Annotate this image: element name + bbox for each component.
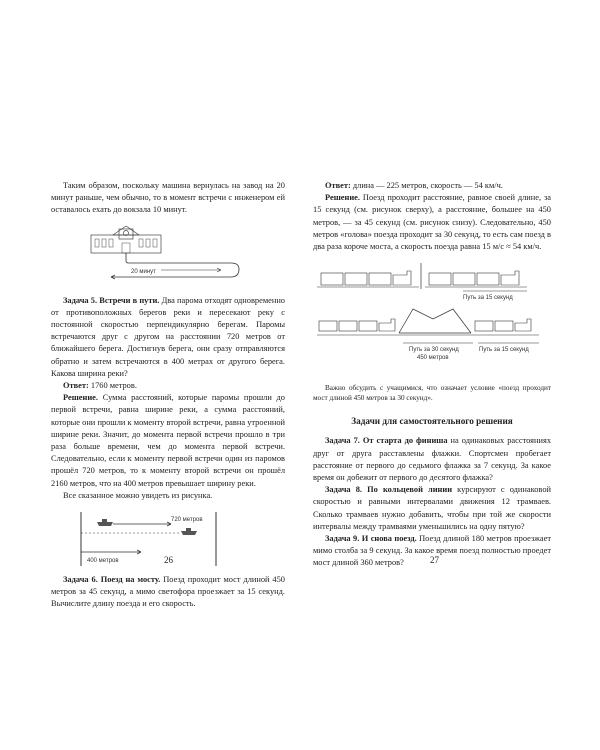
ferry-bottom-icon <box>181 528 197 535</box>
task9-title: Задача 9. И снова поезд. <box>325 534 417 544</box>
fig-label-3: 450 метров <box>417 355 449 362</box>
task6-solution <box>313 192 551 253</box>
task5-answer-label: Ответ: <box>63 381 89 391</box>
task7-paragraph <box>313 435 551 484</box>
station-building-icon <box>91 226 161 253</box>
task8-title: Задача 8. По кольцевой линии <box>325 485 453 495</box>
train-bottom-1-icon <box>319 319 395 331</box>
right-page-number: 27 <box>430 555 439 565</box>
section-title: Задачи для самостоятельного решения <box>351 416 513 427</box>
task5-see: Все сказанное можно увидеть из рисунка. <box>63 490 213 500</box>
left-page <box>51 180 285 611</box>
fig-trains <box>313 259 551 379</box>
task6-paragraph <box>51 574 285 611</box>
task8-paragraph <box>313 484 551 533</box>
fig-label-4: Путь за 15 секунд <box>479 347 529 354</box>
task5-solution <box>51 392 285 490</box>
ferry-top-icon <box>97 519 113 526</box>
task6-answer-label: Ответ: <box>325 181 351 190</box>
task5-title: Задача 5. Встречи в пути. <box>63 295 160 305</box>
fig-label-1: Путь за 15 секунд <box>463 295 513 302</box>
train-bottom-2-icon <box>475 319 531 331</box>
fig-car-station <box>51 221 285 287</box>
fig1-label: 20 минут <box>131 268 156 275</box>
train-top-1-icon <box>317 271 419 287</box>
note-paragraph: Важно обсудить с учащимися, что означает условие «поезд проходит мост длиной 450 метров за 30 секунд». <box>313 384 551 403</box>
intro-paragraph: Таким образом, поскольку машина вернулась на завод на 20 минут раньше, чем обычно, то в момент встречи с инженером ей оставалось ехать до вокзала 10 минут. <box>51 181 285 215</box>
task6-solution-text: Поезд проходит расстояние, равное своей длине, за 15 секунд (см. рисунок сверху), а расстояние, большее на 450 метров, — за 45 секунд (см. рисунок снизу). Следовательно, 450 метров «голова» поезда проходит за 30 секунд, то есть сам поезд в два раза короче моста, а скорость поезда равна 15 м/с ≈ 54 км/ч. <box>313 193 551 252</box>
right-page <box>313 180 551 570</box>
fig-label-2: Путь за 30 секунд <box>409 347 459 354</box>
task5-solution-label: Решение. <box>63 393 98 403</box>
task9-text: Поезд длиной 180 метров проезжает мимо столба за 9 секунд. За какое время поезд полностью проедет мост длиной 360 метров? <box>313 534 551 568</box>
task5-answer-value: 1760 метров. <box>90 381 137 391</box>
task8-text: курсируют с одинаковой скоростью и равными интервалами движения 12 трамваев. Сколько трамваев нужно добавить, чтобы при той же скорости интервалы между трамваями уменьшились на одну пятую? <box>313 485 551 531</box>
task7-title: Задача 7. От старта до финиша <box>325 436 448 446</box>
task6-solution-label: Решение. <box>325 193 360 203</box>
task5-text: Два парома отходят одновременно от противоположных берегов реки и пересекают реку с постоянной скоростью перпендикулярно берегам. Паромы встречаются друг с другом на расстоянии 720 метров от ближайшего берега. Достигнув берега, они сразу отправляются обратно и затем встречаются в 400 метрах от другого берега. Какова ширина реки? <box>51 295 285 378</box>
train-top-2-icon <box>425 271 527 287</box>
task6-title: Задача 6. Поезд на мосту. <box>63 575 161 585</box>
fig2-label-top: 720 метров <box>171 517 203 524</box>
bridge-icon <box>399 309 471 333</box>
fig2-label-bottom: 400 метров <box>87 558 119 565</box>
task5-solution-text: Сумма расстояний, которые паромы прошли до первой встречи, равна ширине реки, а сумма расстояний, которые они прошли к моменту второй встречи, равна утроенной ширине реки. Значит, до момента первой встречи прошло в три раза больше времени, чем до момента первой встречи. Следовательно, если к моменту первой встречи один из паромов прошёл 720 метров, то к моменту второй встречи он прошёл 2160 метров, что на 400 метров превышает ширину реки. <box>51 393 285 488</box>
left-page-number: 26 <box>164 555 173 565</box>
task5-answer <box>51 380 285 392</box>
task5-paragraph <box>51 295 285 380</box>
task6-text: Поезд проходит мост длиной 450 метров за 45 секунд, а мимо светофора проезжает за 15 секунд. Вычислите длину поезда и его скорость. <box>51 575 285 609</box>
task6-answer-value: длина — 225 метров, скорость — 54 км/ч. <box>352 181 503 190</box>
task6-answer <box>313 180 551 192</box>
route-loop <box>111 253 239 279</box>
task7-text: на одинаковых расстояниях друг от друга расставлены флажки. Спортсмен пробегает расстояние от первого до седьмого флажка за 7 секунд. За какое время он добежит от первого до десятого флажка? <box>313 436 552 483</box>
